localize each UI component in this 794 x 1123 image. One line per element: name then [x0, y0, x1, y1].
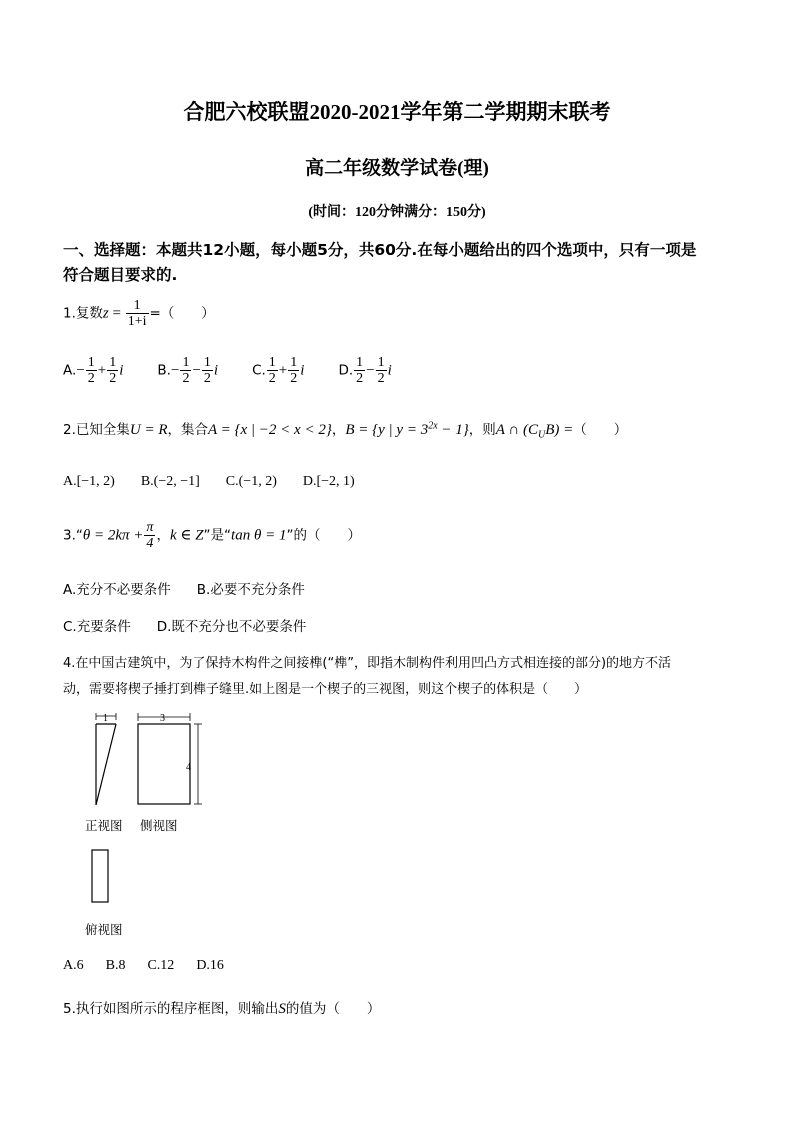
- option-fraction-2: [288, 355, 299, 386]
- fraction-denominator: 2: [203, 371, 211, 386]
- section-heading-line2: 符合题目要求的.: [63, 266, 178, 284]
- question-5: [63, 997, 380, 1018]
- q4-option-d: D.16: [196, 958, 224, 973]
- q2-text4: ，则: [468, 422, 496, 438]
- front-view-caption: 正视图: [85, 818, 123, 833]
- side-view-height-dimension: 4: [186, 762, 191, 773]
- q1-num: 1: [126, 298, 149, 314]
- q4-line2: 动，需要将楔子捶打到榫子缝里.如上图是一个楔子的三视图，则这个楔子的体积是（ ）: [63, 682, 588, 697]
- option-label: A.: [63, 362, 77, 379]
- q1-suffix: =（ ）: [149, 305, 215, 322]
- q1-options: [63, 355, 426, 386]
- q2-text2: ，集合: [167, 422, 209, 438]
- q3-prefix: 3.“: [63, 527, 83, 544]
- fraction-numerator: 1: [377, 355, 385, 370]
- q5-suffix: 的值为（ ）: [285, 1001, 381, 1017]
- top-view-shape: [92, 850, 108, 902]
- q1-var: z: [102, 305, 109, 322]
- fraction-numerator: 1: [109, 355, 117, 370]
- q3-options-row1: [63, 578, 305, 598]
- q4-options: [63, 958, 250, 974]
- option-sign: −: [76, 362, 85, 379]
- side-view-caption: 侧视图: [140, 818, 178, 833]
- fraction-numerator: 1: [290, 355, 298, 370]
- exam-subtitle: 高二年级数学试卷(理): [305, 158, 489, 179]
- imaginary-unit: i: [300, 362, 305, 379]
- q3-num: π: [146, 520, 154, 535]
- section-heading-line1: 一、选择题：本题共12小题，每小题5分，共60分.在每小题给出的四个选项中，只有一项是: [63, 241, 697, 259]
- exam-meta: (时间：120分钟满分：150分): [308, 205, 486, 220]
- q2-option-d: D.[−2, 1): [302, 474, 355, 489]
- fraction-denominator: 2: [87, 371, 95, 386]
- q3-text: ”是“: [203, 527, 232, 544]
- option-fraction-2: [107, 355, 118, 386]
- q1-option-b: [157, 355, 218, 386]
- side-view-width-dimension: 3: [160, 713, 165, 724]
- q2-option-b: B.(−2, −1]: [140, 474, 200, 489]
- fraction-denominator: 2: [377, 371, 385, 386]
- exam-title: 合肥六校联盟2020-2021学年第二学期期末联考: [183, 100, 611, 124]
- q2-setB: B = {y | y = 3: [345, 422, 429, 438]
- fraction-numerator: 1: [203, 355, 211, 370]
- q2-text1: 2.已知全集: [63, 422, 130, 438]
- q3-option-b: B.必要不充分条件: [196, 582, 305, 598]
- q2-expr: A ∩ (C: [495, 422, 539, 438]
- side-view-shape: [138, 713, 202, 804]
- question-1: [63, 298, 215, 329]
- option-fraction-1: [86, 355, 97, 386]
- q1-prefix: 1.复数: [63, 305, 103, 322]
- q3-option-d: D.既不充分也不必要条件: [156, 619, 307, 635]
- q2-options: [63, 474, 381, 490]
- q2-sub: U: [538, 429, 546, 441]
- q2-option-c: C.(−1, 2): [225, 474, 277, 489]
- fraction-denominator: 2: [182, 371, 190, 386]
- option-operator: −: [366, 362, 375, 379]
- q3-den: 4: [146, 536, 154, 551]
- option-label: D.: [338, 362, 354, 379]
- option-operator: −: [192, 362, 201, 379]
- q1-fraction: [126, 298, 149, 329]
- q3-option-a: A.充分不必要条件: [63, 582, 171, 598]
- fraction-numerator: 1: [356, 355, 364, 370]
- q2-text3: ，: [331, 422, 346, 438]
- option-fraction-1: [180, 355, 191, 386]
- q3-lhs: θ = 2kπ +: [82, 527, 144, 544]
- fraction-denominator: 2: [356, 371, 364, 386]
- q2-setB2: − 1}: [437, 422, 469, 438]
- q3-mid: ，: [156, 527, 170, 544]
- fraction-denominator: 2: [109, 371, 117, 386]
- q3-fraction: [144, 520, 155, 551]
- imaginary-unit: i: [119, 362, 124, 379]
- q3-options-row2: [63, 615, 306, 635]
- q4-option-c: C.12: [147, 958, 175, 973]
- q4-option-b: B.8: [105, 958, 126, 973]
- question-3: [63, 520, 361, 551]
- q5-prefix: 5.执行如图所示的程序框图，则输出: [63, 1001, 279, 1017]
- q4-line1: 4.在中国古建筑中，为了保持木构件之间接榫(“榫”，即指木制构件利用凹凸方式相连接的部分)的地方不活: [63, 656, 672, 671]
- q3-tan: tan θ = 1: [231, 527, 287, 544]
- q1-option-c: [252, 355, 304, 386]
- front-view-shape: [96, 713, 116, 805]
- imaginary-unit: i: [213, 362, 219, 379]
- question-2: [63, 418, 627, 441]
- q2-exp: 2x: [428, 420, 438, 432]
- fraction-denominator: 2: [268, 371, 276, 386]
- q1-option-a: [63, 355, 123, 386]
- option-fraction-2: [202, 355, 213, 386]
- q3-cond: k ∈ Z: [169, 527, 204, 544]
- q2-u: U = R: [129, 422, 168, 438]
- fraction-denominator: 2: [290, 371, 298, 386]
- option-sign: −: [170, 362, 180, 379]
- q2-option-a: A.[−1, 2): [63, 474, 115, 489]
- imaginary-unit: i: [387, 362, 392, 379]
- front-view-dimension: 1: [103, 713, 108, 724]
- option-label: C.: [252, 362, 266, 379]
- q3-option-c: C.充要条件: [63, 619, 131, 635]
- option-fraction-2: [376, 355, 387, 386]
- option-operator: +: [97, 362, 107, 379]
- q2-expr2: B) =: [545, 422, 574, 438]
- fraction-numerator: 1: [87, 355, 95, 370]
- option-fraction-1: [354, 355, 365, 386]
- q4-option-a: A.6: [63, 958, 84, 973]
- option-operator: +: [278, 362, 288, 379]
- option-fraction-1: [267, 355, 278, 386]
- top-view-caption: 俯视图: [85, 922, 123, 937]
- q1-eq: =: [108, 305, 125, 322]
- fraction-numerator: 1: [268, 355, 276, 370]
- q1-den: 1+i: [127, 314, 147, 329]
- q2-setA: A = {x | −2 < x < 2}: [208, 422, 332, 438]
- q5-var: S: [278, 1001, 286, 1017]
- q3-suffix: ”的（ ）: [286, 527, 361, 544]
- fraction-numerator: 1: [182, 355, 190, 370]
- q1-option-d: [338, 355, 391, 386]
- q2-suffix: （ ）: [573, 422, 628, 438]
- option-label: B.: [157, 362, 171, 379]
